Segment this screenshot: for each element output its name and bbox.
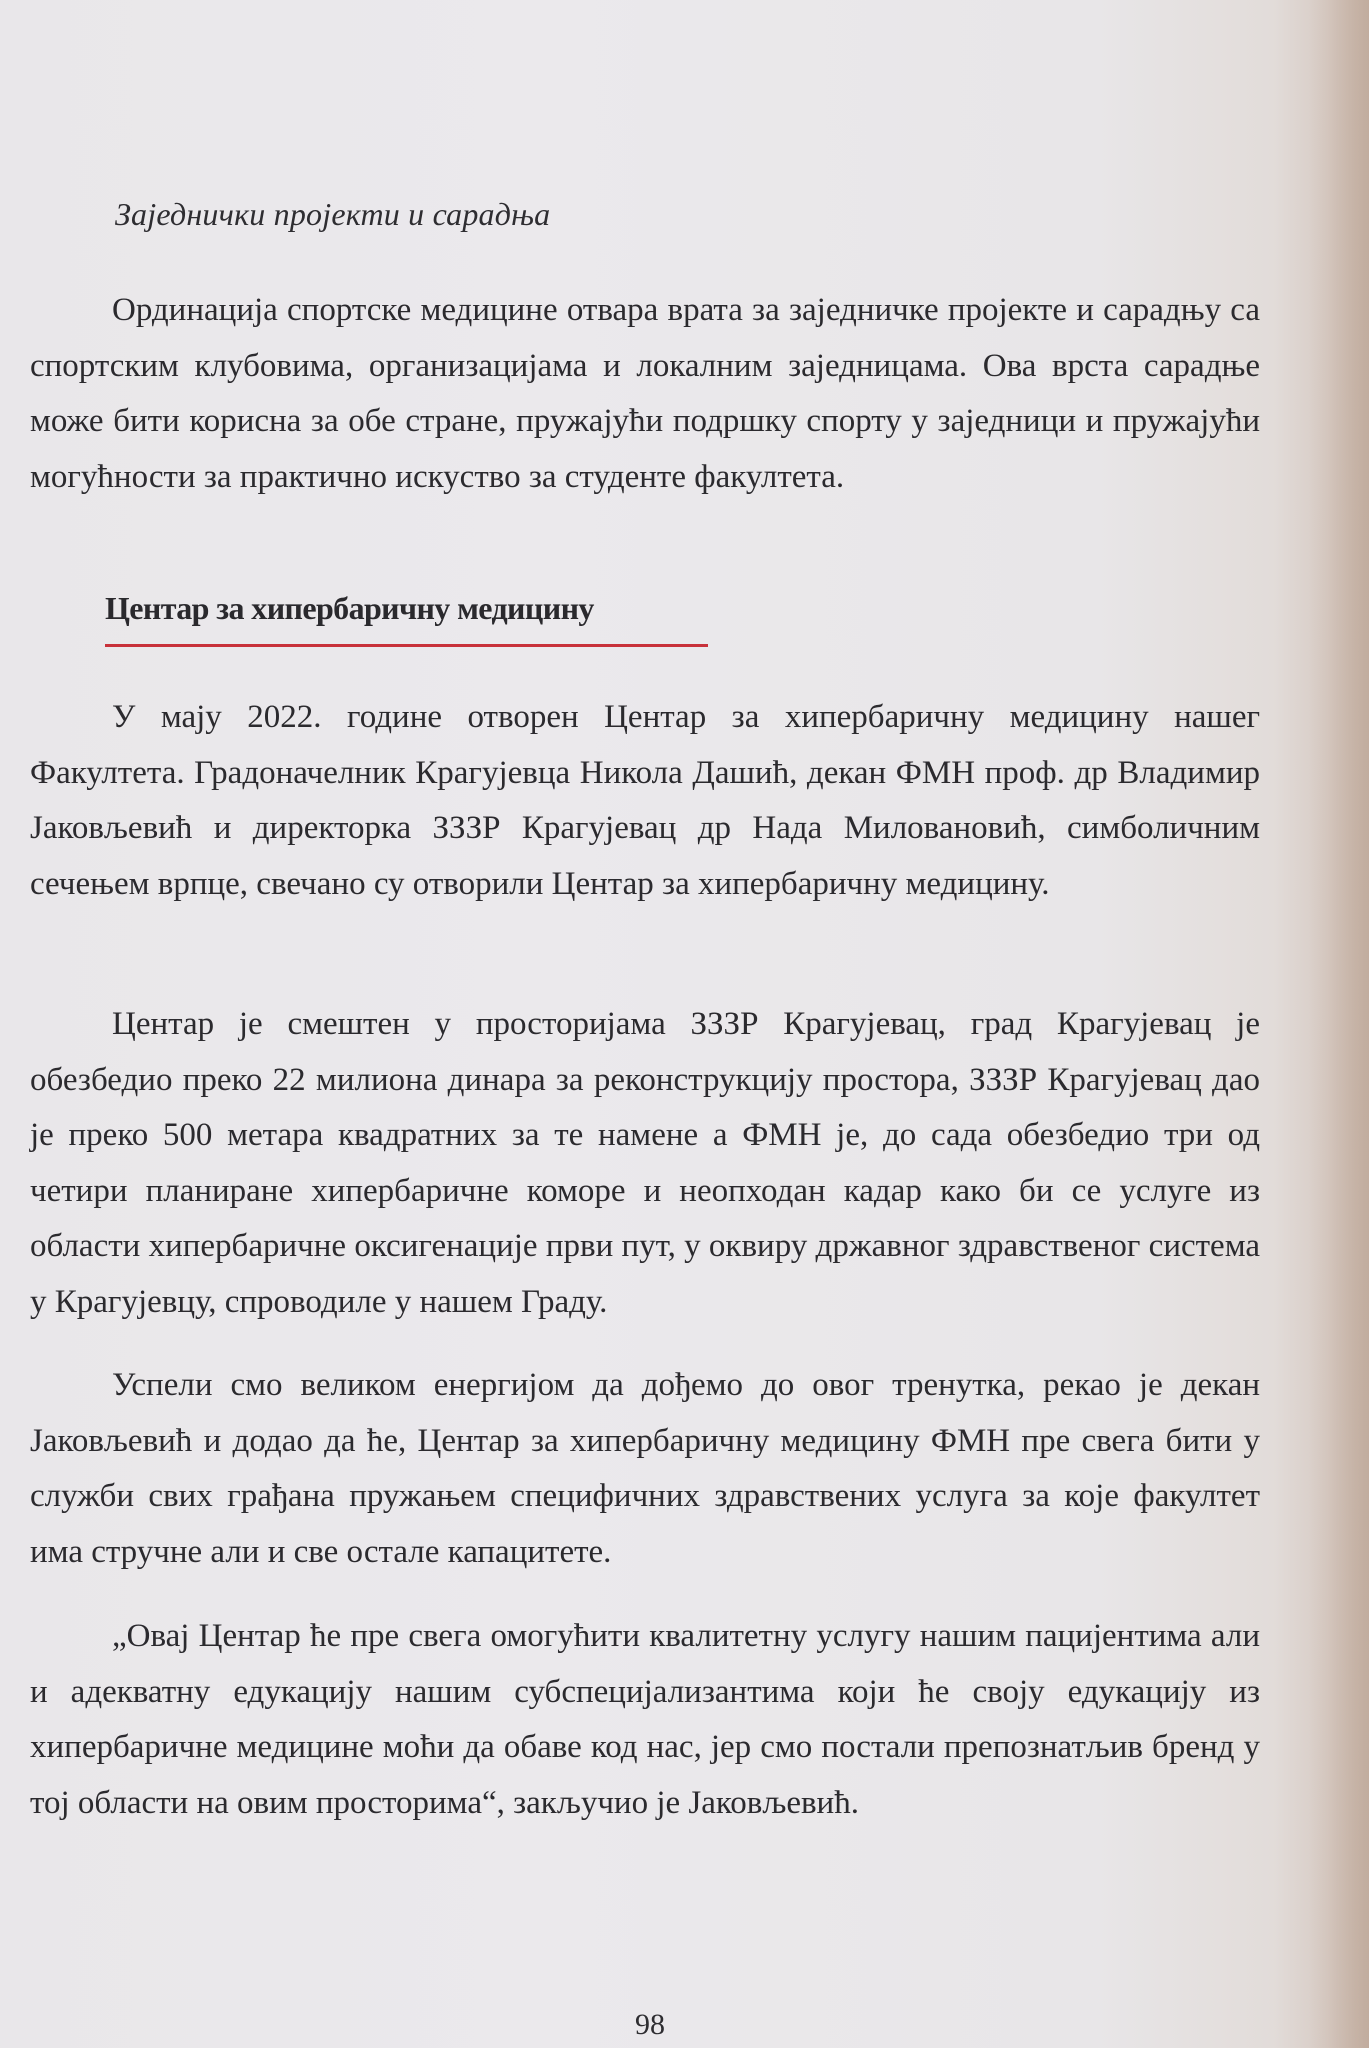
page-edge-shadow — [1309, 0, 1369, 2048]
page-number: 98 — [635, 2008, 665, 2041]
paragraph-opening: У мају 2022. године отворен Центар за хипербаричну медицину нашег Факултета. Градоначелник Крагујевца Никола Дашић, декан ФМН проф. др Владимир Јаковљевић и директорка ЗЗЗР Крагујевац др Нада Миловановић, симболичним сечењем врпце, свечано су отворили Центар за хипербаричну медицину. — [30, 699, 1260, 902]
paragraph-quote: „Овај Центар ће пре свега омогућити квалитетну услугу нашим пацијентима али и адекватну едукацију нашим субспецијализантима који ће своју едукацију из хипербаричне медицине моћи да обаве код нас, јер смо постали препознатљив бренд у тој области на овим просторима“, закључио је Јаковљевић. — [30, 1618, 1260, 1821]
section-heading: Центар за хипербаричну медицину — [105, 590, 594, 626]
paragraph-joint-projects: Ординација спортске медицине отвара врата за заједничке пројекте и сарадњу са спортским клубовима, организацијама и локалним заједницама. Ова врста сарадње може бити корисна за обе стране, пружајући подршку спорту у заједници и пружајући могућности за практично искуство за студенте факултета. — [30, 292, 1260, 495]
section-subtitle: Заједнички пројекти и сарадња — [115, 196, 551, 232]
paragraph-location: Центар је смештен у просторијама ЗЗЗР Крагујевац, град Крагујевац је обезбедио преко 22 милиона динара за реконструкцију простора, ЗЗЗР Крагујевац дао је преко 500 метара квадратних за те намене а ФМН је, до сада обезбедио три од четири планиране хипербаричне коморе и неопходан кадар како би се услуге из области хипербаричне оксигенације први пут, у оквиру државног здравственог система у Крагујевцу, спроводиле у нашем Граду. — [30, 1006, 1260, 1320]
heading-underline — [105, 644, 708, 647]
paragraph-dean-statement: Успели смо великом енергијом да дођемо до овог тренутка, рекао је декан Јаковљевић и додао да ће, Центар за хипербаричну медицину ФМН пре свега бити у служби свих грађана пружањем специфичних здравствених услуга за које факултет има стручне али и све остале капацитете. — [30, 1367, 1260, 1570]
